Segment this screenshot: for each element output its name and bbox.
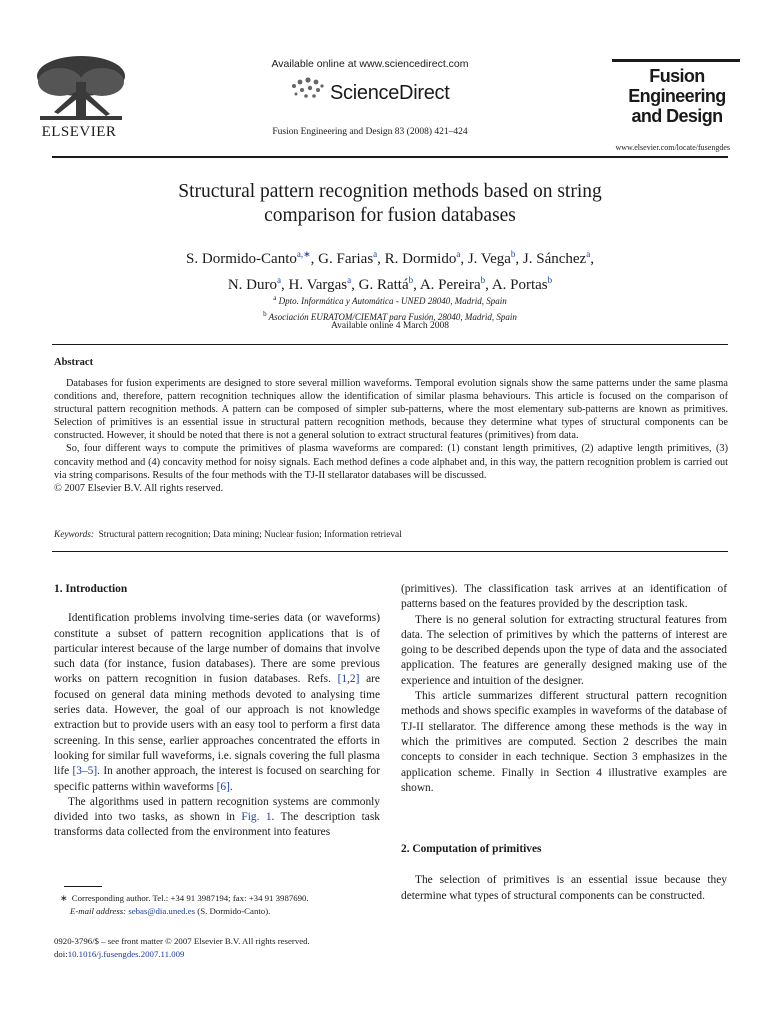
abstract-paragraph: So, four different ways to compute the primitives of plasma waveforms are compared: (1) constant length primitives, (2) adaptive length primitives, (3) concavity method and (4) concavity method for noisy signals. Each method defines a code alphabet and, in this way, the pattern recognition problem is carried out via string comparisons. Results of the four methods with the TJ-II stellarator databases will be discussed.: [54, 443, 728, 481]
keywords-label: Keywords:: [54, 530, 94, 540]
author-name: J. Sánchez: [522, 251, 587, 267]
journal-logo-line: Engineering: [628, 86, 726, 106]
affiliation-link[interactable]: b: [547, 275, 553, 285]
citation-link[interactable]: [6]: [216, 780, 230, 793]
author-list: [80, 244, 700, 296]
available-online-date: Available online 4 March 2008: [330, 321, 449, 331]
author-separator: ,: [377, 251, 385, 267]
author-separator: ,: [281, 277, 289, 293]
title-line: comparison for fusion databases: [264, 205, 516, 226]
footnote-line: E-mail address: sebas@dia.uned.es (S. Dormido-Canto).: [70, 906, 271, 916]
email-link[interactable]: sebas@dia.uned.es: [128, 906, 196, 916]
affiliation-link[interactable]: b: [480, 275, 486, 285]
body-paragraph: Identification problems involving time-series data (or waveforms) constitute a subset of pattern recognition applications that is of particular interest because of the large number of domains that involve such data (for instance, fusion databases). There are some previous works on pattern recognition in fusion databases. Refs. [1,2] are focused on general data mining methods devoted to analysing time series data. However, the goal of our approach is not knowledge extraction but to provide users with an easy tool to perform a first data screening. In this sense, earlier approaches concentrated the efforts in looking for similar full waveforms, i.e. signals covering the full plasma life [3–5]. In another approach, the interest is focused on searching for specific patterns within waveforms [6].: [54, 612, 380, 793]
right-column: [401, 582, 727, 796]
journal-logo-line: and Design: [631, 106, 723, 126]
article-title: [80, 180, 700, 228]
author-separator: ,: [590, 251, 594, 267]
journal-logo-line: Fusion: [649, 66, 705, 86]
issn-line: 0920-3796/$ – see front matter © 2007 Elsevier B.V. All rights reserved.: [54, 936, 310, 946]
author-separator: ,: [351, 277, 359, 293]
figure-link[interactable]: Fig. 1: [241, 811, 272, 824]
citation-link[interactable]: [1,2]: [337, 673, 360, 686]
author-name: N. Duro: [227, 277, 278, 293]
body-paragraph: The selection of primitives is an essential issue because they determine what types of structural components can be constructed.: [401, 874, 727, 902]
author-name: A. Portas: [491, 277, 548, 293]
elsevier-wordmark: ELSEVIER: [41, 124, 117, 140]
affiliation-link[interactable]: a: [586, 249, 591, 259]
affiliation-link[interactable]: a,∗: [296, 249, 311, 259]
affiliation-link[interactable]: a: [277, 275, 282, 285]
abstract-body: [54, 377, 728, 495]
author-separator: ,: [460, 251, 468, 267]
journal-url-link[interactable]: www.elsevier.com/locate/fusengdes: [615, 143, 730, 152]
body-paragraph: There is no general solution for extracting structural features from data. The selection of primitives by which the patterns of interest are going to be described depends upon the type of data and the associated application. The features are generally designed making use of the experience and intuition of the designer.: [401, 613, 727, 687]
author-name: J. Vega: [467, 251, 511, 267]
doi-link[interactable]: 10.1016/j.fusengdes.2007.11.009: [67, 949, 185, 959]
available-online-banner[interactable]: Available online at www.sciencedirect.com: [271, 58, 469, 70]
sciencedirect-dots-icon: [288, 74, 328, 106]
header-divider: [52, 156, 728, 158]
citation-link[interactable]: [3–5]: [72, 765, 98, 778]
author-separator: ,: [485, 277, 492, 293]
author-separator: ,: [413, 277, 420, 293]
section-heading: 1. Introduction: [54, 583, 128, 595]
author-name: G. Rattá: [358, 277, 409, 293]
author-name: G. Farias: [318, 251, 374, 267]
journal-citation: Fusion Engineering and Design 83 (2008) 421–424: [272, 127, 468, 137]
abstract-copyright: © 2007 Elsevier B.V. All rights reserved.: [54, 482, 224, 494]
affiliation-link[interactable]: a: [347, 275, 352, 285]
author-name: H. Vargas: [288, 277, 348, 293]
author-name: A. Pereira: [419, 277, 481, 293]
affiliation-a: $^a$ Dpto. Informática y Automática - UNED 28040, Madrid, Spain: [273, 294, 507, 306]
author-name: S. Dormido-Canto: [186, 251, 297, 267]
footnote-line: ∗ Corresponding author. Tel.: +34 91 3987194; fax: +34 91 3987690.: [60, 893, 309, 903]
body-paragraph: This article summarizes different structural pattern recognition methods and shows specific examples in waveforms of the database of TJ-II stellarator. The difference among these methods is the way in which the primitives are computed. Section 2 describes the main concepts to consider in each technique. Section 3 emphasizes in the application scheme. Finally in Section 4 illustrative examples are shown.: [401, 690, 727, 794]
affiliations: [80, 292, 700, 324]
footnote-rule: [64, 886, 102, 887]
left-column: [54, 582, 380, 841]
journal-logo: [612, 66, 742, 126]
affiliation-link[interactable]: a: [456, 249, 461, 259]
affiliation-b: $^b$ Asociación EURATOM/CIEMAT para Fusión, 28040, Madrid, Spain: [263, 310, 517, 322]
affiliation-link[interactable]: a: [373, 249, 378, 259]
body-paragraph: (primitives). The classification task arrives at an identification of patterns based on the features provided by the description task.: [401, 583, 727, 611]
author-separator: ,: [310, 251, 319, 267]
abstract-paragraph: Databases for fusion experiments are designed to store several million waveforms. Temporal evolution signals show the same patterns under the same plasma conditions and, therefore, pattern recognition techniques allow the identification of similar plasma behaviours. This article is focused on the comparison of structural pattern recognition methods. A pattern can be composed of simpler sub-patterns, where the most elementary sub-patterns are known as primitives. Selection of primitives is an essential issue in structural pattern recognition methods, because they determine what types of structural components can be constructed. However, it should be noted that there is not a general solution to extract structural features (primitives) from data.: [54, 378, 728, 442]
abstract-heading: Abstract: [54, 357, 94, 368]
author-line: [80, 244, 700, 270]
affiliation-link[interactable]: b: [510, 249, 516, 259]
body-paragraph: The algorithms used in pattern recognition systems are commonly divided into two tasks, as shown in Fig. 1. The description task transforms data collected from the environment into features: [54, 795, 380, 839]
section-heading: 2. Computation of primitives: [401, 843, 542, 855]
abstract-bottom-rule: [52, 551, 728, 552]
doi-line: doi:10.1016/j.fusengdes.2007.11.009: [54, 949, 185, 959]
bottom-info: [54, 935, 454, 961]
keywords-list: Structural pattern recognition; Data mining; Nuclear fusion; Information retrieval: [98, 530, 402, 540]
sciencedirect-wordmark: ScienceDirect: [330, 82, 450, 104]
author-separator: ,: [515, 251, 523, 267]
author-name: R. Dormido: [384, 251, 457, 267]
journal-logo-rule: [612, 59, 740, 62]
abstract-top-rule: [52, 344, 728, 345]
footnote: [60, 892, 390, 918]
affiliation-link[interactable]: b: [408, 275, 414, 285]
keywords: [54, 530, 728, 540]
section2: [401, 842, 727, 904]
title-line: Structural pattern recognition methods based on string: [178, 181, 602, 202]
